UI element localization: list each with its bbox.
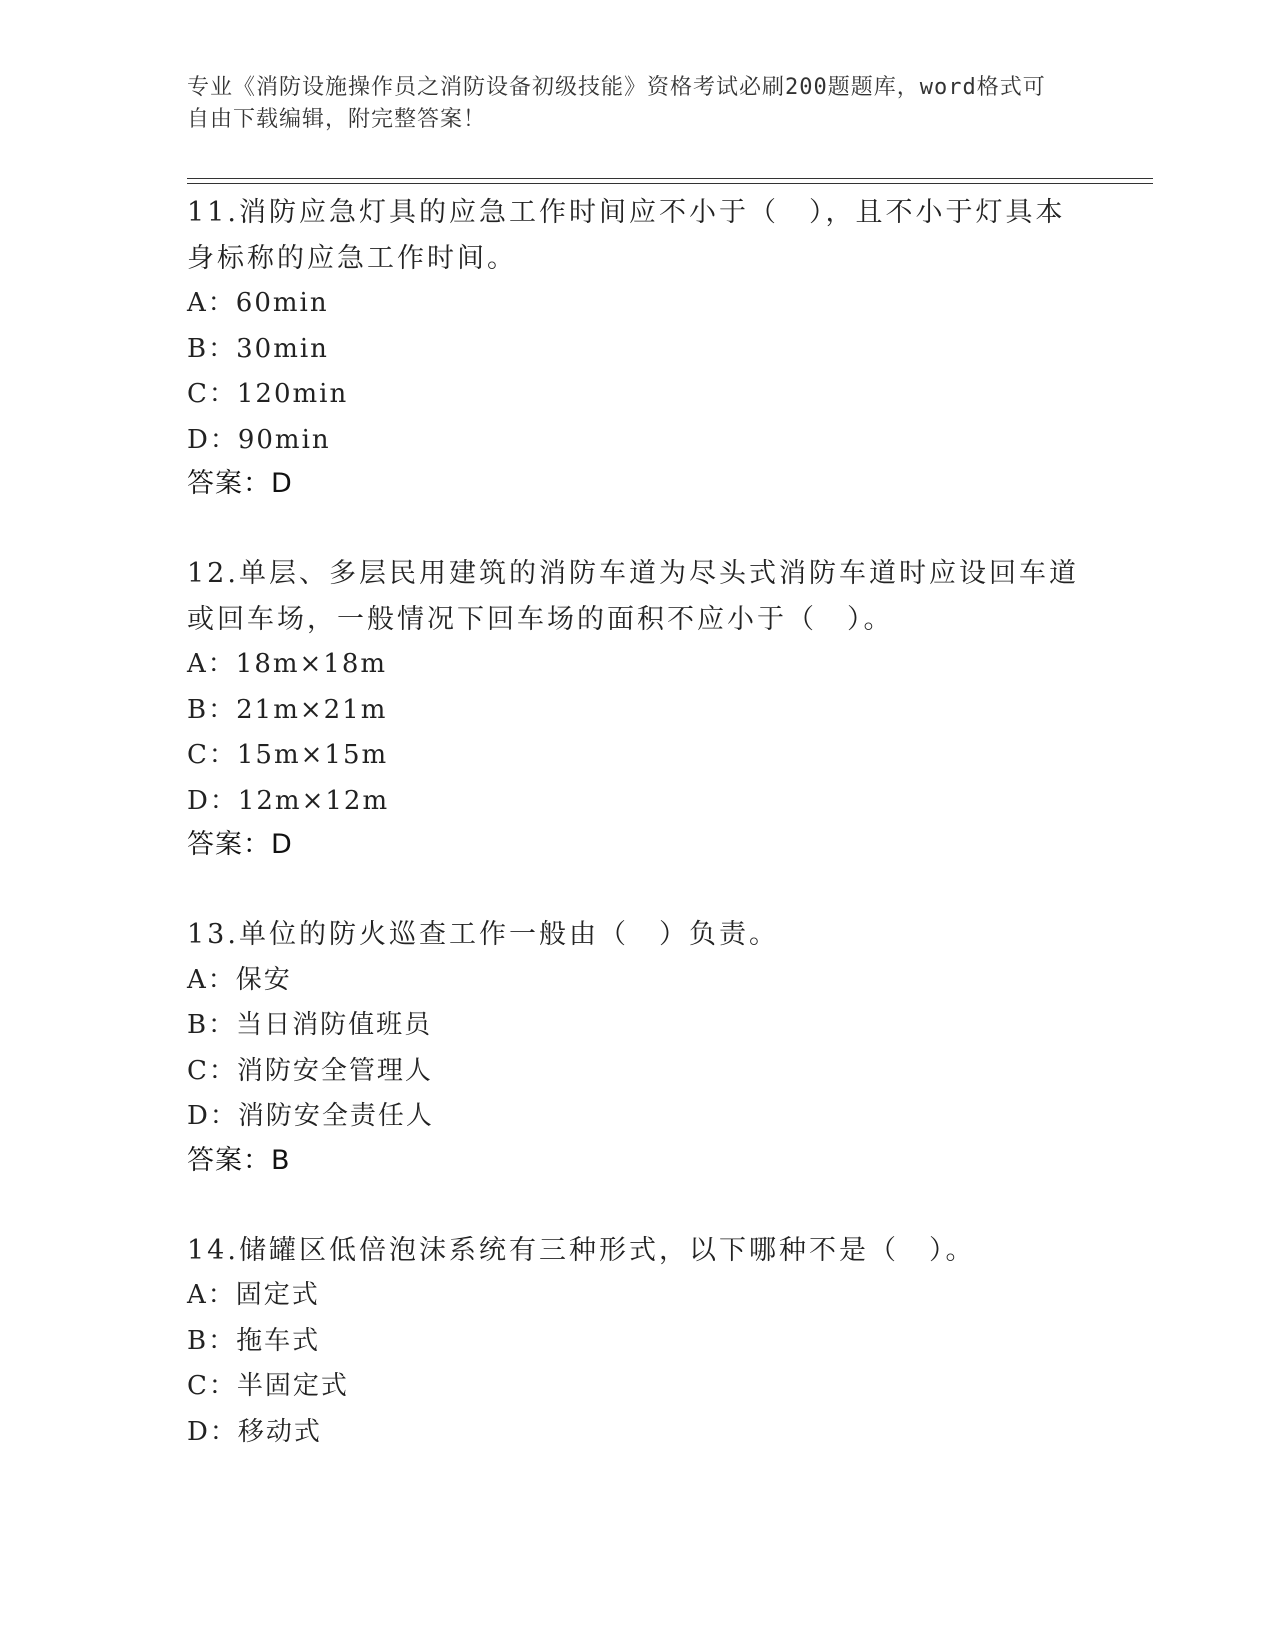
header-divider-top [187,178,1153,179]
option-d: D：消防安全责任人 [187,1101,434,1131]
header-divider-bottom [187,183,1153,184]
question-text: 14.储罐区低倍泡沫系统有三种形式，以下哪种不是（ ）。 [187,1234,976,1266]
question-list [187,190,1087,1501]
option-d: D：移动式 [187,1416,322,1447]
option-d: D：90min [187,424,331,455]
question-11 [187,190,1087,505]
option-a: A：60min [187,288,329,318]
option-a: A：18m×18m [187,649,388,679]
option-d: D：12m×12m [187,785,390,816]
question-14 [187,1228,1087,1456]
option-c: C：15m×15m [187,740,389,770]
question-text: 13.单位的防火巡查工作一般由（ ）负责。 [187,919,779,950]
option-a: A：固定式 [187,1280,320,1310]
document-header: 专业《消防设施操作员之消防设备初级技能》资格考试必刷200题题库，word格式可自由下载编辑，附完整答案！ [187,75,1046,132]
question-13 [187,912,1087,1182]
option-b: B：21m×21m [187,694,388,725]
question-12 [187,551,1087,866]
option-b: B：当日消防值班员 [187,1010,433,1040]
answer: 答案：B [187,1144,291,1176]
question-text: 11.消防应急灯具的应急工作时间应不小于（ ），且不小于灯具本身标称的应急工作时间。 [187,197,1066,274]
question-text: 12.单层、多层民用建筑的消防车道为尽头式消防车道时应设回车道或回车场，一般情况下回车场的面积不应小于（ ）。 [187,558,1079,635]
answer: 答案：D [187,468,293,499]
option-a: A：保安 [187,964,292,995]
option-c: C：消防安全管理人 [187,1055,433,1086]
answer: 答案：D [187,829,293,860]
option-c: C：120min [187,379,349,409]
option-b: B：拖车式 [187,1325,321,1356]
option-c: C：半固定式 [187,1371,349,1401]
option-b: B：30min [187,333,329,364]
